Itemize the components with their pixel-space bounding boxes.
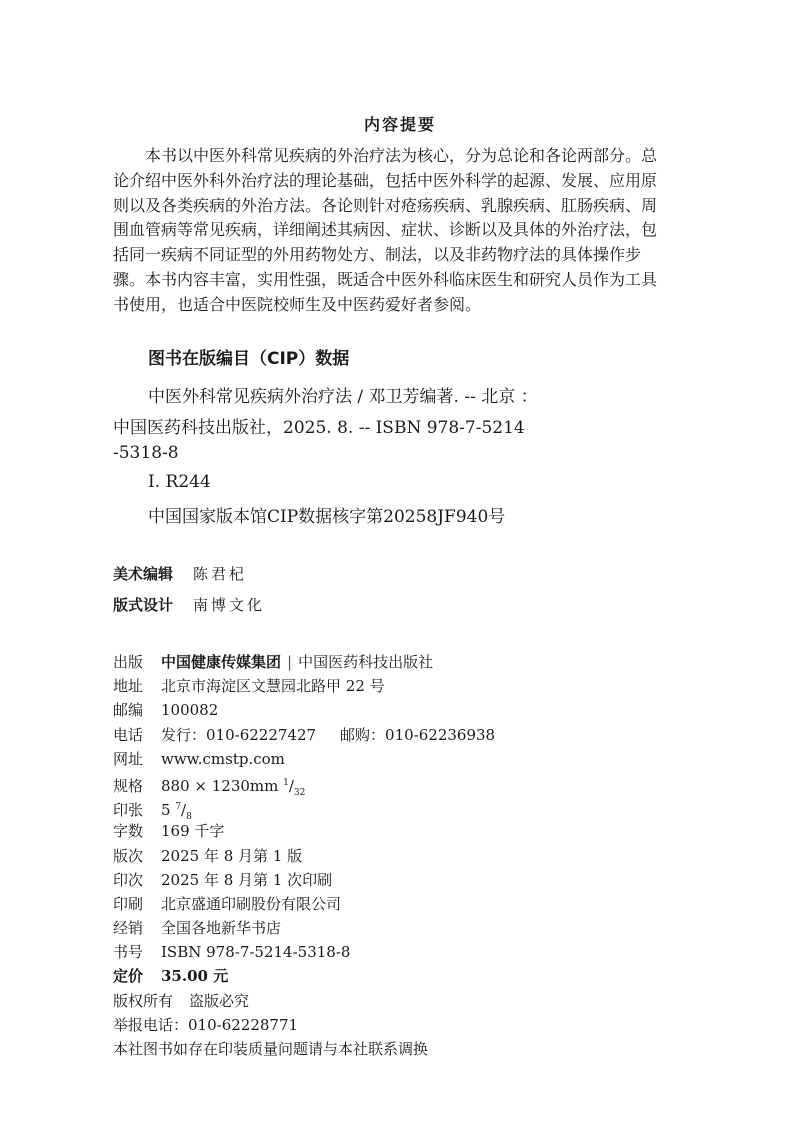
summary-line: 骤。本书内容丰富，实用性强，既适合中医外科临床医生和研究人员作为工具 [113, 269, 658, 289]
summary-title: 内容提要 [363, 115, 436, 134]
row-label: 邮编 [113, 701, 144, 720]
row-label: 规格 [113, 776, 144, 795]
sheets-numerator: 7 [175, 802, 182, 813]
price-value: 35.00 元 [161, 967, 229, 986]
distribution-row [113, 916, 673, 940]
publisher-name: 中国医药科技出版社 [298, 653, 434, 671]
impression-value: 2025 年 8 月第 1 次印刷 [161, 870, 333, 889]
row-label: 印张 [113, 801, 144, 820]
address-value: 北京市海淀区文慧园北路甲 22 号 [161, 677, 385, 696]
report-row [113, 1013, 673, 1037]
summary-line: 则以及各类疾病的外治方法。各论则针对疮疡疾病、乳腺疾病、肛肠疾病、周 [113, 195, 658, 215]
phone-mail: 邮购：010-62236938 [340, 725, 496, 744]
impression-row [113, 868, 673, 892]
postcode-row [113, 698, 673, 722]
divider: | [287, 653, 293, 671]
publisher-group: 中国健康传媒集团 [161, 653, 282, 671]
cip-line-3: -5318-8 [113, 443, 179, 463]
format-main: 880 × 1230mm [161, 776, 284, 795]
printer-row [113, 892, 673, 916]
piracy-text: 盗版必究 [189, 991, 250, 1010]
row-label: 书号 [113, 943, 144, 962]
phone-row [113, 723, 673, 747]
row-label: 经销 [113, 919, 144, 938]
summary-paragraph [113, 144, 685, 318]
format-denominator: 32 [293, 787, 306, 798]
design-label: 版式设计 [113, 596, 174, 614]
art-editor-name: 陈君杞 [193, 565, 248, 583]
rights-text: 版权所有 [113, 991, 174, 1010]
row-label: 字数 [113, 822, 144, 841]
row-label: 地址 [113, 677, 144, 696]
notice-row [113, 1037, 673, 1061]
row-label: 出版 [113, 653, 144, 671]
cip-heading: 图书在版编目（CIP）数据 [148, 349, 350, 369]
edition-row [113, 844, 673, 868]
notice-text: 本社图书如存在印装质量问题请与本社联系调换 [113, 1040, 429, 1058]
summary-line: 本书以中医外科常见疾病的外治疗法为核心，分为总论和各论两部分。总 [145, 146, 658, 165]
sheets-row: 印张 5 $^7/_8$ [113, 795, 673, 819]
distribution-value: 全国各地新华书店 [161, 919, 282, 938]
summary-line: 括同一疾病不同证型的外用药物处方、制法，以及非药物疗法的具体操作步 [113, 245, 642, 265]
printer-value: 北京盛通印刷股份有限公司 [161, 894, 342, 913]
phone-sales: 发行：010-62227427 [161, 725, 317, 744]
web-row [113, 747, 673, 771]
words-row [113, 819, 673, 843]
cip-line-2: 中国医药科技出版社，2025. 8. -- ISBN 978-7-5214 [113, 418, 525, 438]
cip-line-5: 中国国家版本馆CIP数据核字第20258JF940号 [148, 507, 506, 527]
summary-line: 围血管病等常见疾病，详细阐述其病因、症状、诊断以及具体的外治疗法，包 [113, 220, 658, 240]
words-value: 169 千字 [161, 822, 225, 841]
edition-value: 2025 年 8 月第 1 版 [161, 846, 303, 865]
summary-line: 论介绍中医外科外治疗法的理论基础，包括中医外科学的起源、发展、应用原 [113, 170, 658, 190]
row-label: 版次 [113, 846, 144, 865]
row-label: 印刷 [113, 894, 144, 913]
row-label: 印次 [113, 870, 144, 889]
format-numerator: 1 [283, 777, 289, 788]
isbn-row [113, 940, 673, 964]
row-label: 定价 [113, 967, 144, 986]
rights-row [113, 989, 673, 1013]
sheets-int: 5 [161, 801, 176, 820]
report-text: 举报电话：010-62228771 [113, 1015, 299, 1034]
publication-info [113, 650, 673, 1061]
isbn-value: ISBN 978-7-5214-5318-8 [161, 943, 351, 962]
address-row [113, 674, 673, 698]
publisher-row [113, 650, 673, 674]
summary-line: 书使用，也适合中医院校师生及中医药爱好者参阅。 [113, 294, 482, 314]
sheets-denominator: 8 [186, 812, 192, 823]
cip-line-4: Ⅰ. R244 [148, 472, 211, 492]
row-label: 网址 [113, 749, 144, 768]
web-value: www.cmstp.com [161, 749, 285, 768]
row-label: 电话 [113, 725, 144, 744]
format-row: 规格 880 × 1230mm $^1/_{32}$ [113, 771, 673, 795]
art-editor-label: 美术编辑 [113, 565, 174, 583]
cip-line-1: 中医外科常见疾病外治疗法 / 邓卫芳编著. -- 北京 ： [148, 387, 538, 407]
price-row [113, 964, 673, 988]
art-editor-credit [113, 563, 247, 584]
design-name: 南博文化 [193, 596, 266, 614]
postcode-value: 100082 [161, 701, 219, 720]
design-credit [113, 594, 265, 615]
